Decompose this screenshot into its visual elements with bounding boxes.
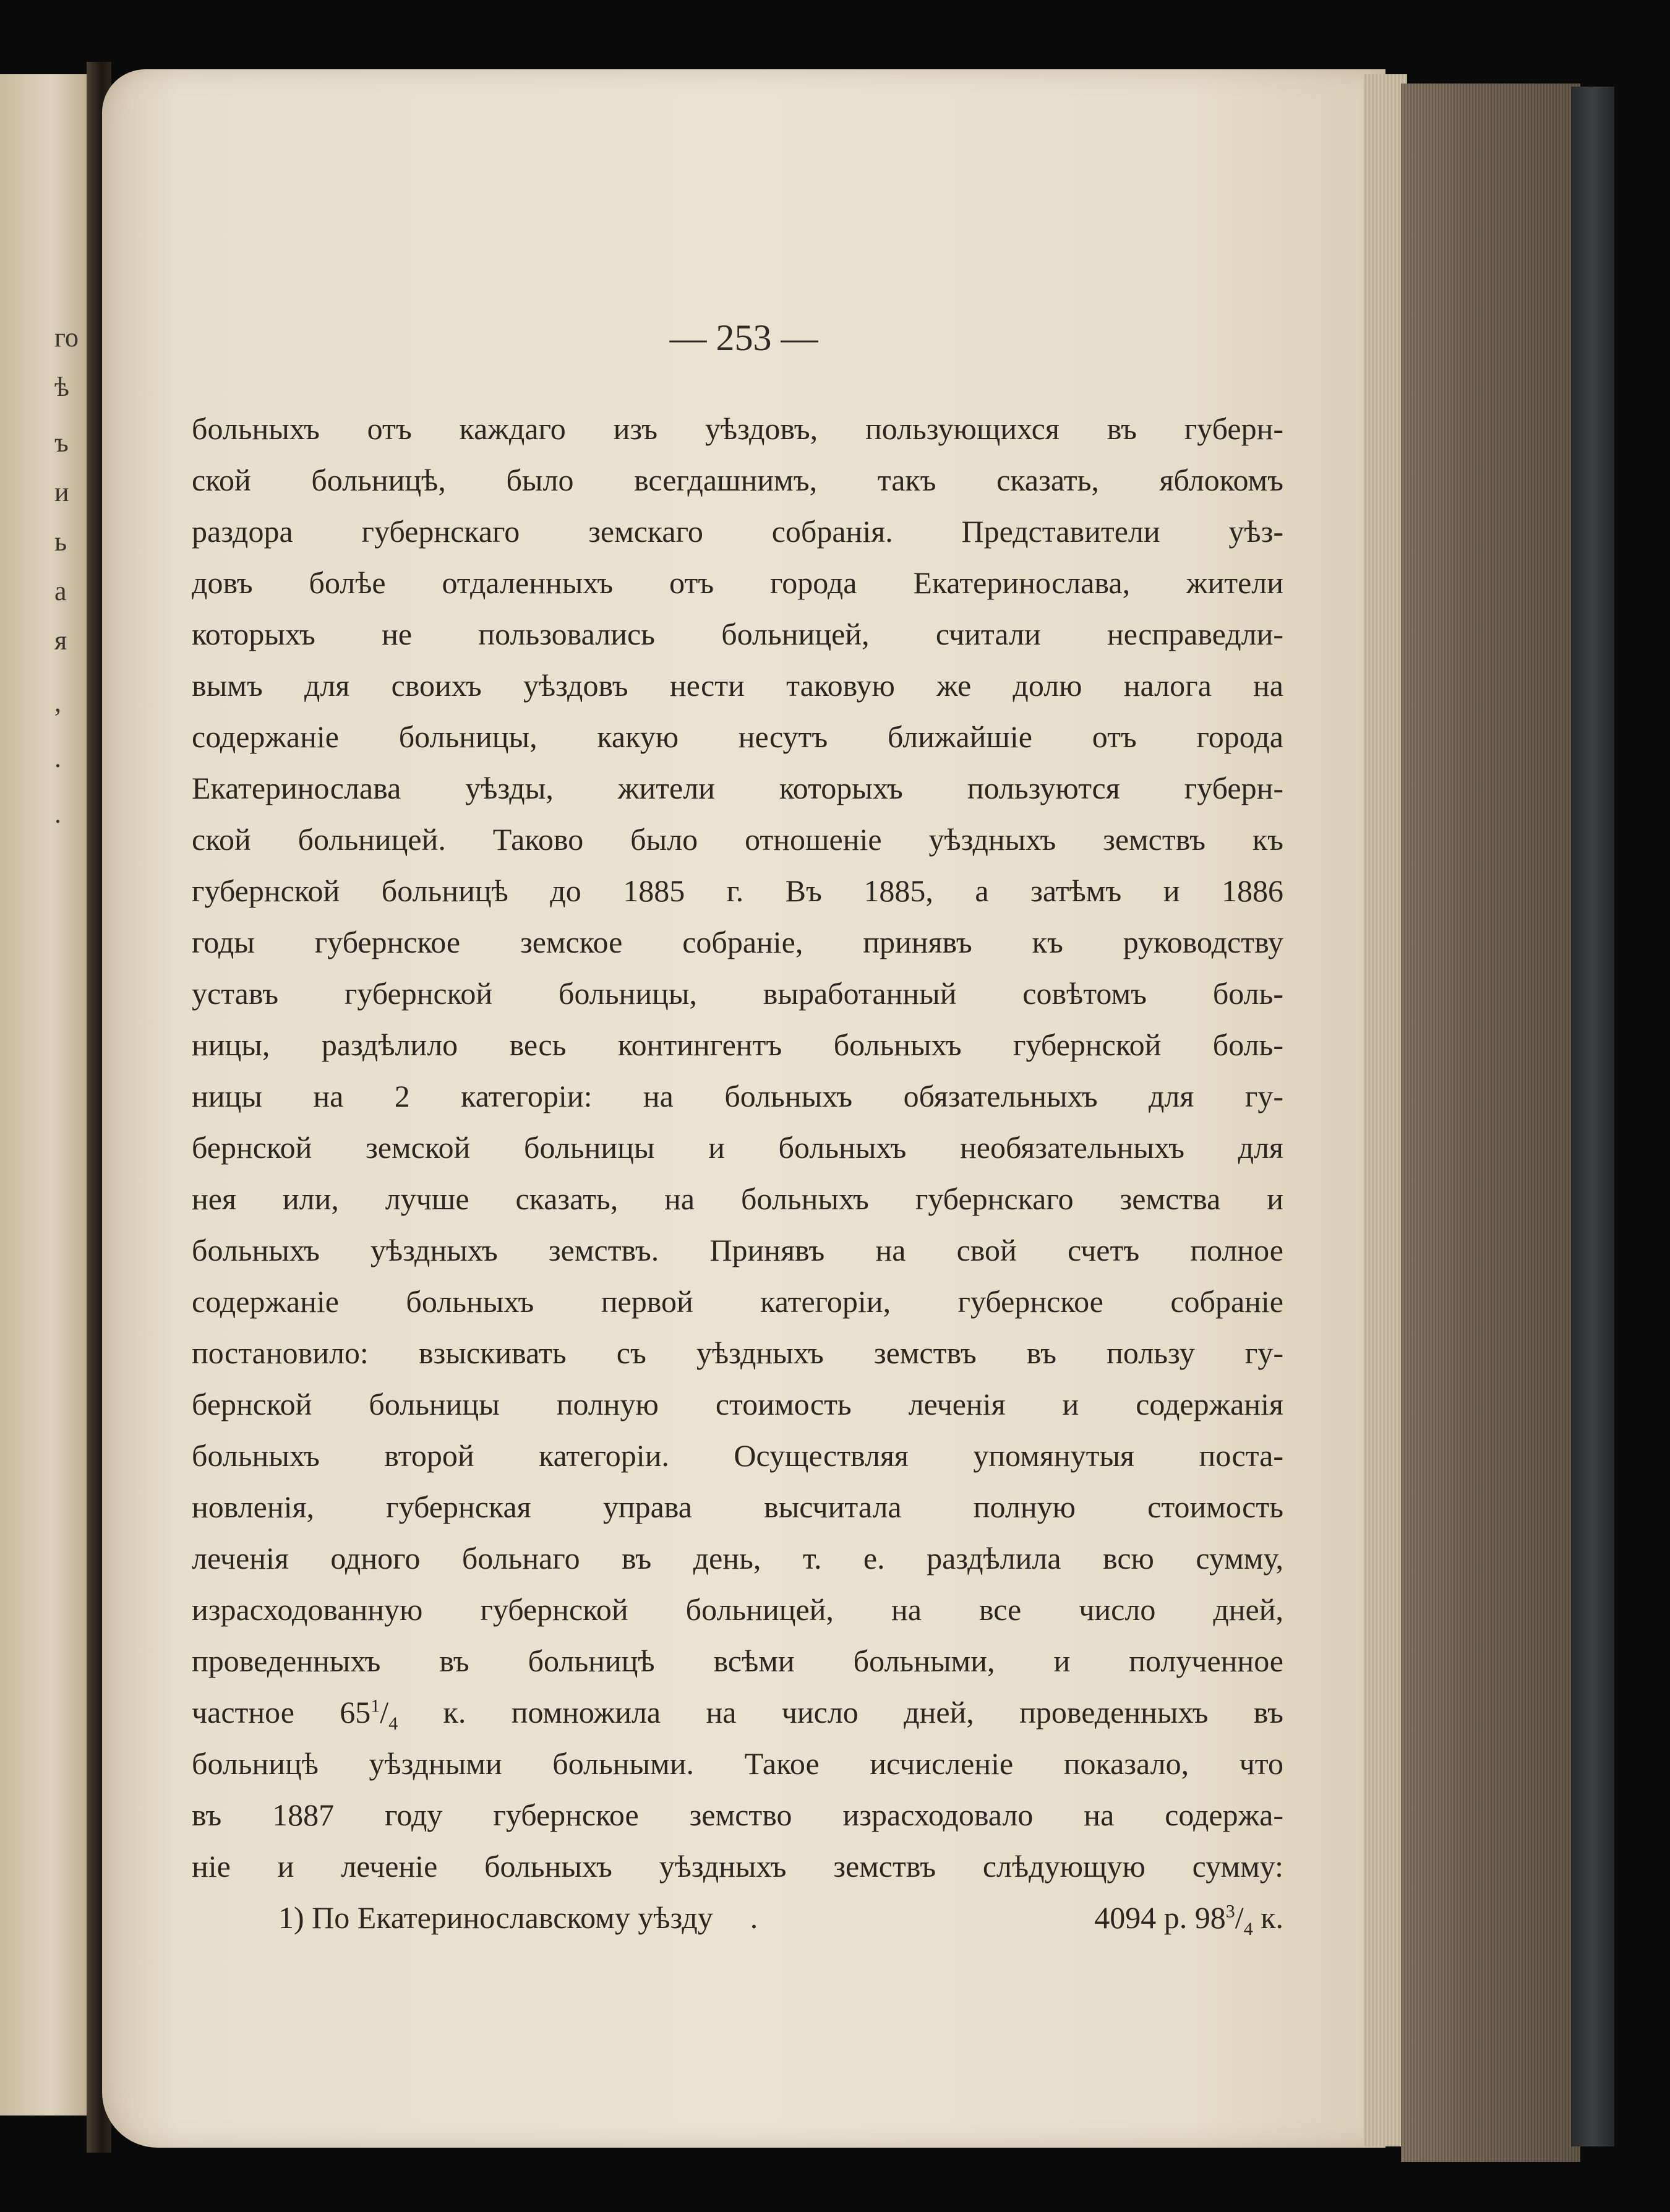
entry-leader: . (750, 1900, 758, 1935)
text-line: ской больницѣ, было всегдашнимъ, такъ сказать, яблокомъ (192, 463, 1283, 497)
fraction-line-before: частное 65 (192, 1695, 371, 1730)
body-text (192, 403, 1283, 1944)
text-line: довъ болѣе отдаленныхъ отъ города Екатеринослава, жители (192, 565, 1283, 600)
text-line: губернской больницѣ до 1885 г. Въ 1885, а затѣмъ и 1886 (192, 873, 1283, 908)
entry-frac-den: 4 (1243, 1919, 1253, 1939)
previous-page-fragment: ъ (54, 427, 69, 458)
page-number: — 253 — (669, 317, 818, 358)
text-line: леченія одного больнаго въ день, т. е. раздѣлила всю сумму, (192, 1541, 1283, 1575)
entry-frac-num: 3 (1225, 1901, 1235, 1922)
fraction-line-after: к. помножила на число дней, проведенныхъ въ (398, 1695, 1283, 1730)
text-line: больныхъ второй категоріи. Осуществляя упомянутыя поста- (192, 1438, 1283, 1473)
expense-entry (192, 1892, 1283, 1944)
text-line: больныхъ отъ каждаго изъ уѣздовъ, пользующихся въ губерн- (192, 411, 1283, 446)
entry-label: 1) По Екатеринославскому уѣзду (278, 1900, 713, 1935)
text-line: нея или, лучше сказать, на больныхъ губернскаго земства и (192, 1181, 1283, 1216)
text-line: ницы на 2 категоріи: на больныхъ обязательныхъ для гу- (192, 1079, 1283, 1113)
previous-page-fragment: . (54, 743, 61, 773)
text-line: израсходованную губернской больницей, на все число дней, (192, 1592, 1283, 1627)
page-stack-edge (1401, 84, 1580, 2162)
previous-page-fragment: го (54, 322, 79, 353)
text-line: вымъ для своихъ уѣздовъ нести таковую же долю налога на (192, 668, 1283, 703)
entry-amount-tail: к. (1252, 1900, 1283, 1935)
entry-amount-main: 4094 р. 98 (1094, 1900, 1226, 1935)
text-line: проведенныхъ въ больницѣ всѣми больными, и полученное (192, 1644, 1283, 1678)
text-line: Екатеринослава уѣзды, жители которыхъ пользуются губерн- (192, 771, 1283, 805)
previous-page-fragment: а (54, 576, 67, 606)
fraction-numerator: 1 (370, 1695, 380, 1717)
previous-page-fragment: . (54, 799, 61, 829)
text-line: бернской земской больницы и больныхъ необязательныхъ для (192, 1130, 1283, 1165)
book-page (102, 69, 1385, 2148)
previous-page-fragment: , (54, 687, 61, 718)
text-line: больныхъ уѣздныхъ земствъ. Принявъ на свой счетъ полное (192, 1233, 1283, 1267)
text-line: ницы, раздѣлило весь контингентъ больныхъ губернской боль- (192, 1027, 1283, 1062)
previous-page-fragment: ь (54, 526, 67, 557)
text-line: раздора губернскаго земскаго собранія. Представители уѣз- (192, 514, 1283, 549)
text-line: въ 1887 году губернское земство израсходовало на содержа- (192, 1798, 1283, 1832)
previous-page-fragment: ѣ (54, 372, 69, 402)
text-line: ской больницей. Таково было отношеніе уѣздныхъ земствъ къ (192, 822, 1283, 857)
text-line-fraction: частное $65^1/_4$ к. помножила на число дней, проведенныхъ въ (192, 1695, 1283, 1734)
previous-page-fragment: и (54, 477, 69, 507)
text-line: содержаніе больницы, какую несутъ ближайшіе отъ города (192, 719, 1283, 754)
fraction-denominator: 4 (388, 1713, 398, 1734)
text-line: новленія, губернская управа высчитала полную стоимость (192, 1490, 1283, 1524)
text-line: бернской больницы полную стоимость леченія и содержанія (192, 1387, 1283, 1421)
entry-amount: 4094 р. $98^3/_4$ к. (1094, 1900, 1283, 1939)
text-line: годы губернское земское собраніе, принявъ къ руководству (192, 925, 1283, 959)
text-line: уставъ губернской больницы, выработанный совѣтомъ боль- (192, 976, 1283, 1011)
previous-page-fragment: я (54, 625, 67, 656)
text-line: которыхъ не пользовались больницей, считали несправедли- (192, 617, 1283, 651)
text-line: ніе и леченіе больныхъ уѣздныхъ земствъ слѣдующую сумму: (192, 1849, 1283, 1884)
text-line: постановило: взыскивать съ уѣздныхъ земствъ въ пользу гу- (192, 1335, 1283, 1370)
text-line: больницѣ уѣздными больными. Такое исчисленіе показало, что (192, 1746, 1283, 1781)
text-line: содержаніе больныхъ первой категоріи, губернское собраніе (192, 1284, 1283, 1319)
book-cover-edge (1571, 87, 1614, 2146)
